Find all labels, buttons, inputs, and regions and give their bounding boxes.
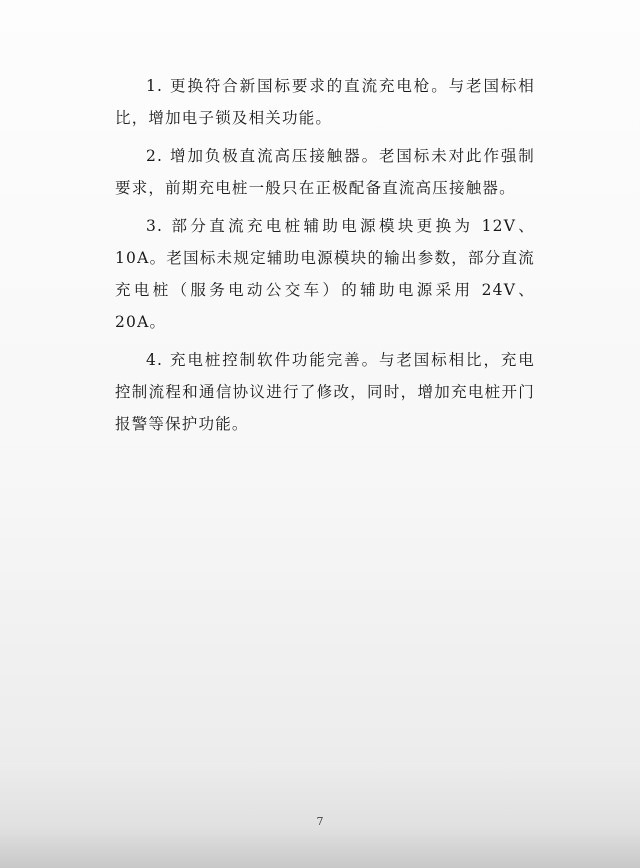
document-body — [115, 70, 535, 446]
paragraph-1: 1. 更换符合新国标要求的直流充电枪。与老国标相比，增加电子锁及相关功能。 — [115, 77, 535, 127]
paragraph-2: 2. 增加负极直流高压接触器。老国标未对此作强制要求，前期充电桩一般只在正极配备直流高压接触器。 — [115, 147, 535, 197]
paragraph-3: 3. 部分直流充电桩辅助电源模块更换为 12V、10A。老国标未规定辅助电源模块的输出参数，部分直流充电桩（服务电动公交车）的辅助电源采用 24V、20A。 — [115, 217, 535, 331]
page-number: 7 — [316, 815, 324, 828]
paragraph-4: 4. 充电桩控制软件功能完善。与老国标相比，充电控制流程和通信协议进行了修改，同时，增加充电桩开门报警等保护功能。 — [115, 351, 535, 433]
scan-shadow — [0, 828, 640, 868]
